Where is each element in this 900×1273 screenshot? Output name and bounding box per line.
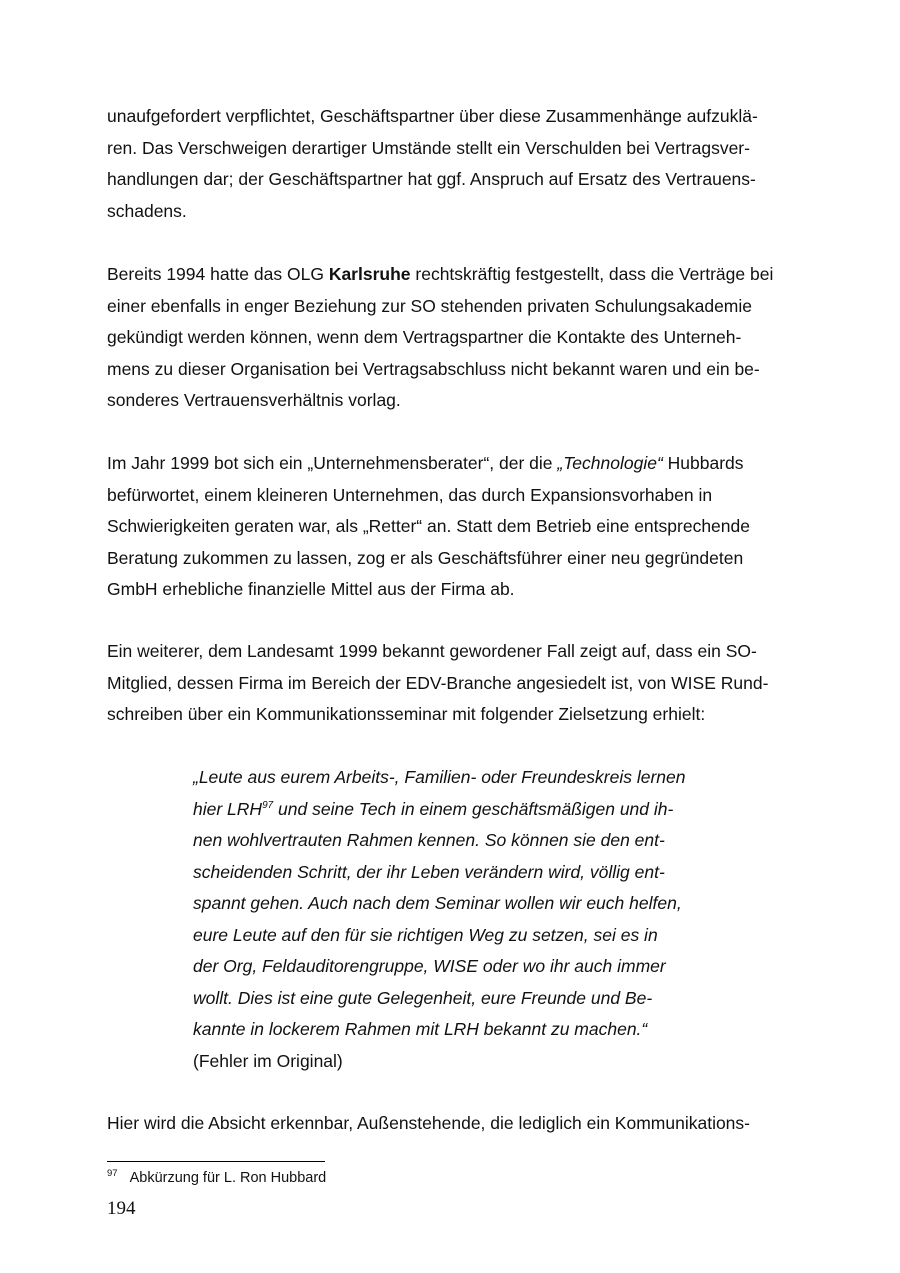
quote-line: eure Leute auf den für sie richtigen Weg zu setzen, sei es in: [193, 924, 658, 945]
footnote-separator: [107, 1161, 325, 1162]
quote-line: nen wohlvertrauten Rahmen kennen. So können sie den ent-: [193, 830, 665, 850]
text-span: hier LRH: [193, 798, 263, 819]
footnote: [107, 1168, 326, 1186]
text-line: Beratung zukommen zu lassen, zog er als Geschäftsführer einer neu gegründeten: [107, 547, 744, 568]
text-line: sonderes Vertrauensverhältnis vorlag.: [107, 390, 401, 410]
text-line: ren. Das Verschweigen derartiger Umstände stellt ein Verschulden bei Vertragsver-: [107, 137, 750, 158]
text-line: [107, 259, 807, 291]
paragraph-3: [107, 448, 807, 606]
quote-line: „Leute aus eurem Arbeits-, Familien- oder Freundeskreis lernen: [193, 767, 686, 787]
block-quote: [193, 762, 733, 1077]
text-line: unaufgefordert verpflichtet, Geschäftspartner über diese Zusammenhänge aufzuklä-: [107, 106, 758, 126]
quote-line: kannte in lockerem Rahmen mit LRH bekannt zu machen.“: [193, 1019, 648, 1039]
text-line: einer ebenfalls in enger Beziehung zur SO stehenden privaten Schulungsakademie: [107, 295, 753, 316]
text-line: [107, 448, 807, 480]
paragraph-2: [107, 259, 807, 417]
text-line: Mitglied, dessen Firma im Bereich der EDV-Branche angesiedelt ist, von WISE Rund-: [107, 672, 769, 693]
bold-text-karlsruhe: Karlsruhe: [328, 264, 411, 284]
text-span: und seine Tech in einem geschäftsmäßigen und ih-: [273, 798, 674, 819]
text-span: Hubbards: [662, 453, 744, 473]
text-line: schreiben über ein Kommunikationsseminar mit folgender Zielsetzung erhielt:: [107, 704, 706, 724]
footnote-reference[interactable]: 97: [262, 799, 274, 811]
quote-line: scheidenden Schritt, der ihr Leben verändern wird, völlig ent-: [193, 861, 665, 882]
italic-text-technologie: „Technologie“: [557, 453, 663, 473]
footnote-number: 97: [107, 1168, 118, 1179]
quote-line: wollt. Dies ist eine gute Gelegenheit, eure Freunde und Be-: [193, 987, 653, 1008]
text-span: rechtskräftig festgestellt, dass die Verträge bei: [410, 264, 774, 284]
text-line: gekündigt werden können, wenn dem Vertragspartner die Kontakte des Unterneh-: [107, 327, 742, 347]
text-line: Hier wird die Absicht erkennbar, Außenstehende, die lediglich ein Kommunikations-: [107, 1113, 750, 1133]
text-line: befürwortet, einem kleineren Unternehmen, das durch Expansionsvorhaben in: [107, 484, 713, 505]
footnote-text: Abkürzung für L. Ron Hubbard: [129, 1170, 327, 1186]
quote-line: spannt gehen. Auch nach dem Seminar wollen wir euch helfen,: [193, 893, 682, 913]
paragraph-1: [107, 101, 807, 227]
quote-line: [193, 794, 733, 826]
paragraph-5: [107, 1108, 807, 1140]
text-line: schadens.: [107, 200, 187, 221]
quote-line: der Org, Feldauditorengruppe, WISE oder wo ihr auch immer: [193, 956, 666, 976]
text-span: Im Jahr 1999 bot sich ein „Unternehmensberater“, der die: [107, 453, 558, 473]
paragraph-4: [107, 636, 807, 731]
quote-note: (Fehler im Original): [193, 1050, 343, 1071]
text-line: Schwierigkeiten geraten war, als „Retter“ an. Statt dem Betrieb eine entsprechende: [107, 516, 750, 536]
text-line: GmbH erhebliche finanzielle Mittel aus der Firma ab.: [107, 579, 515, 599]
text-line: handlungen dar; der Geschäftspartner hat ggf. Anspruch auf Ersatz des Vertrauens-: [107, 169, 756, 189]
text-line: mens zu dieser Organisation bei Vertragsabschluss nicht bekannt waren und ein be-: [107, 358, 760, 379]
page-number: 194: [107, 1198, 136, 1219]
text-span: Bereits 1994 hatte das OLG: [107, 264, 329, 284]
text-line: Ein weiterer, dem Landesamt 1999 bekannt gewordener Fall zeigt auf, dass ein SO-: [107, 641, 757, 661]
